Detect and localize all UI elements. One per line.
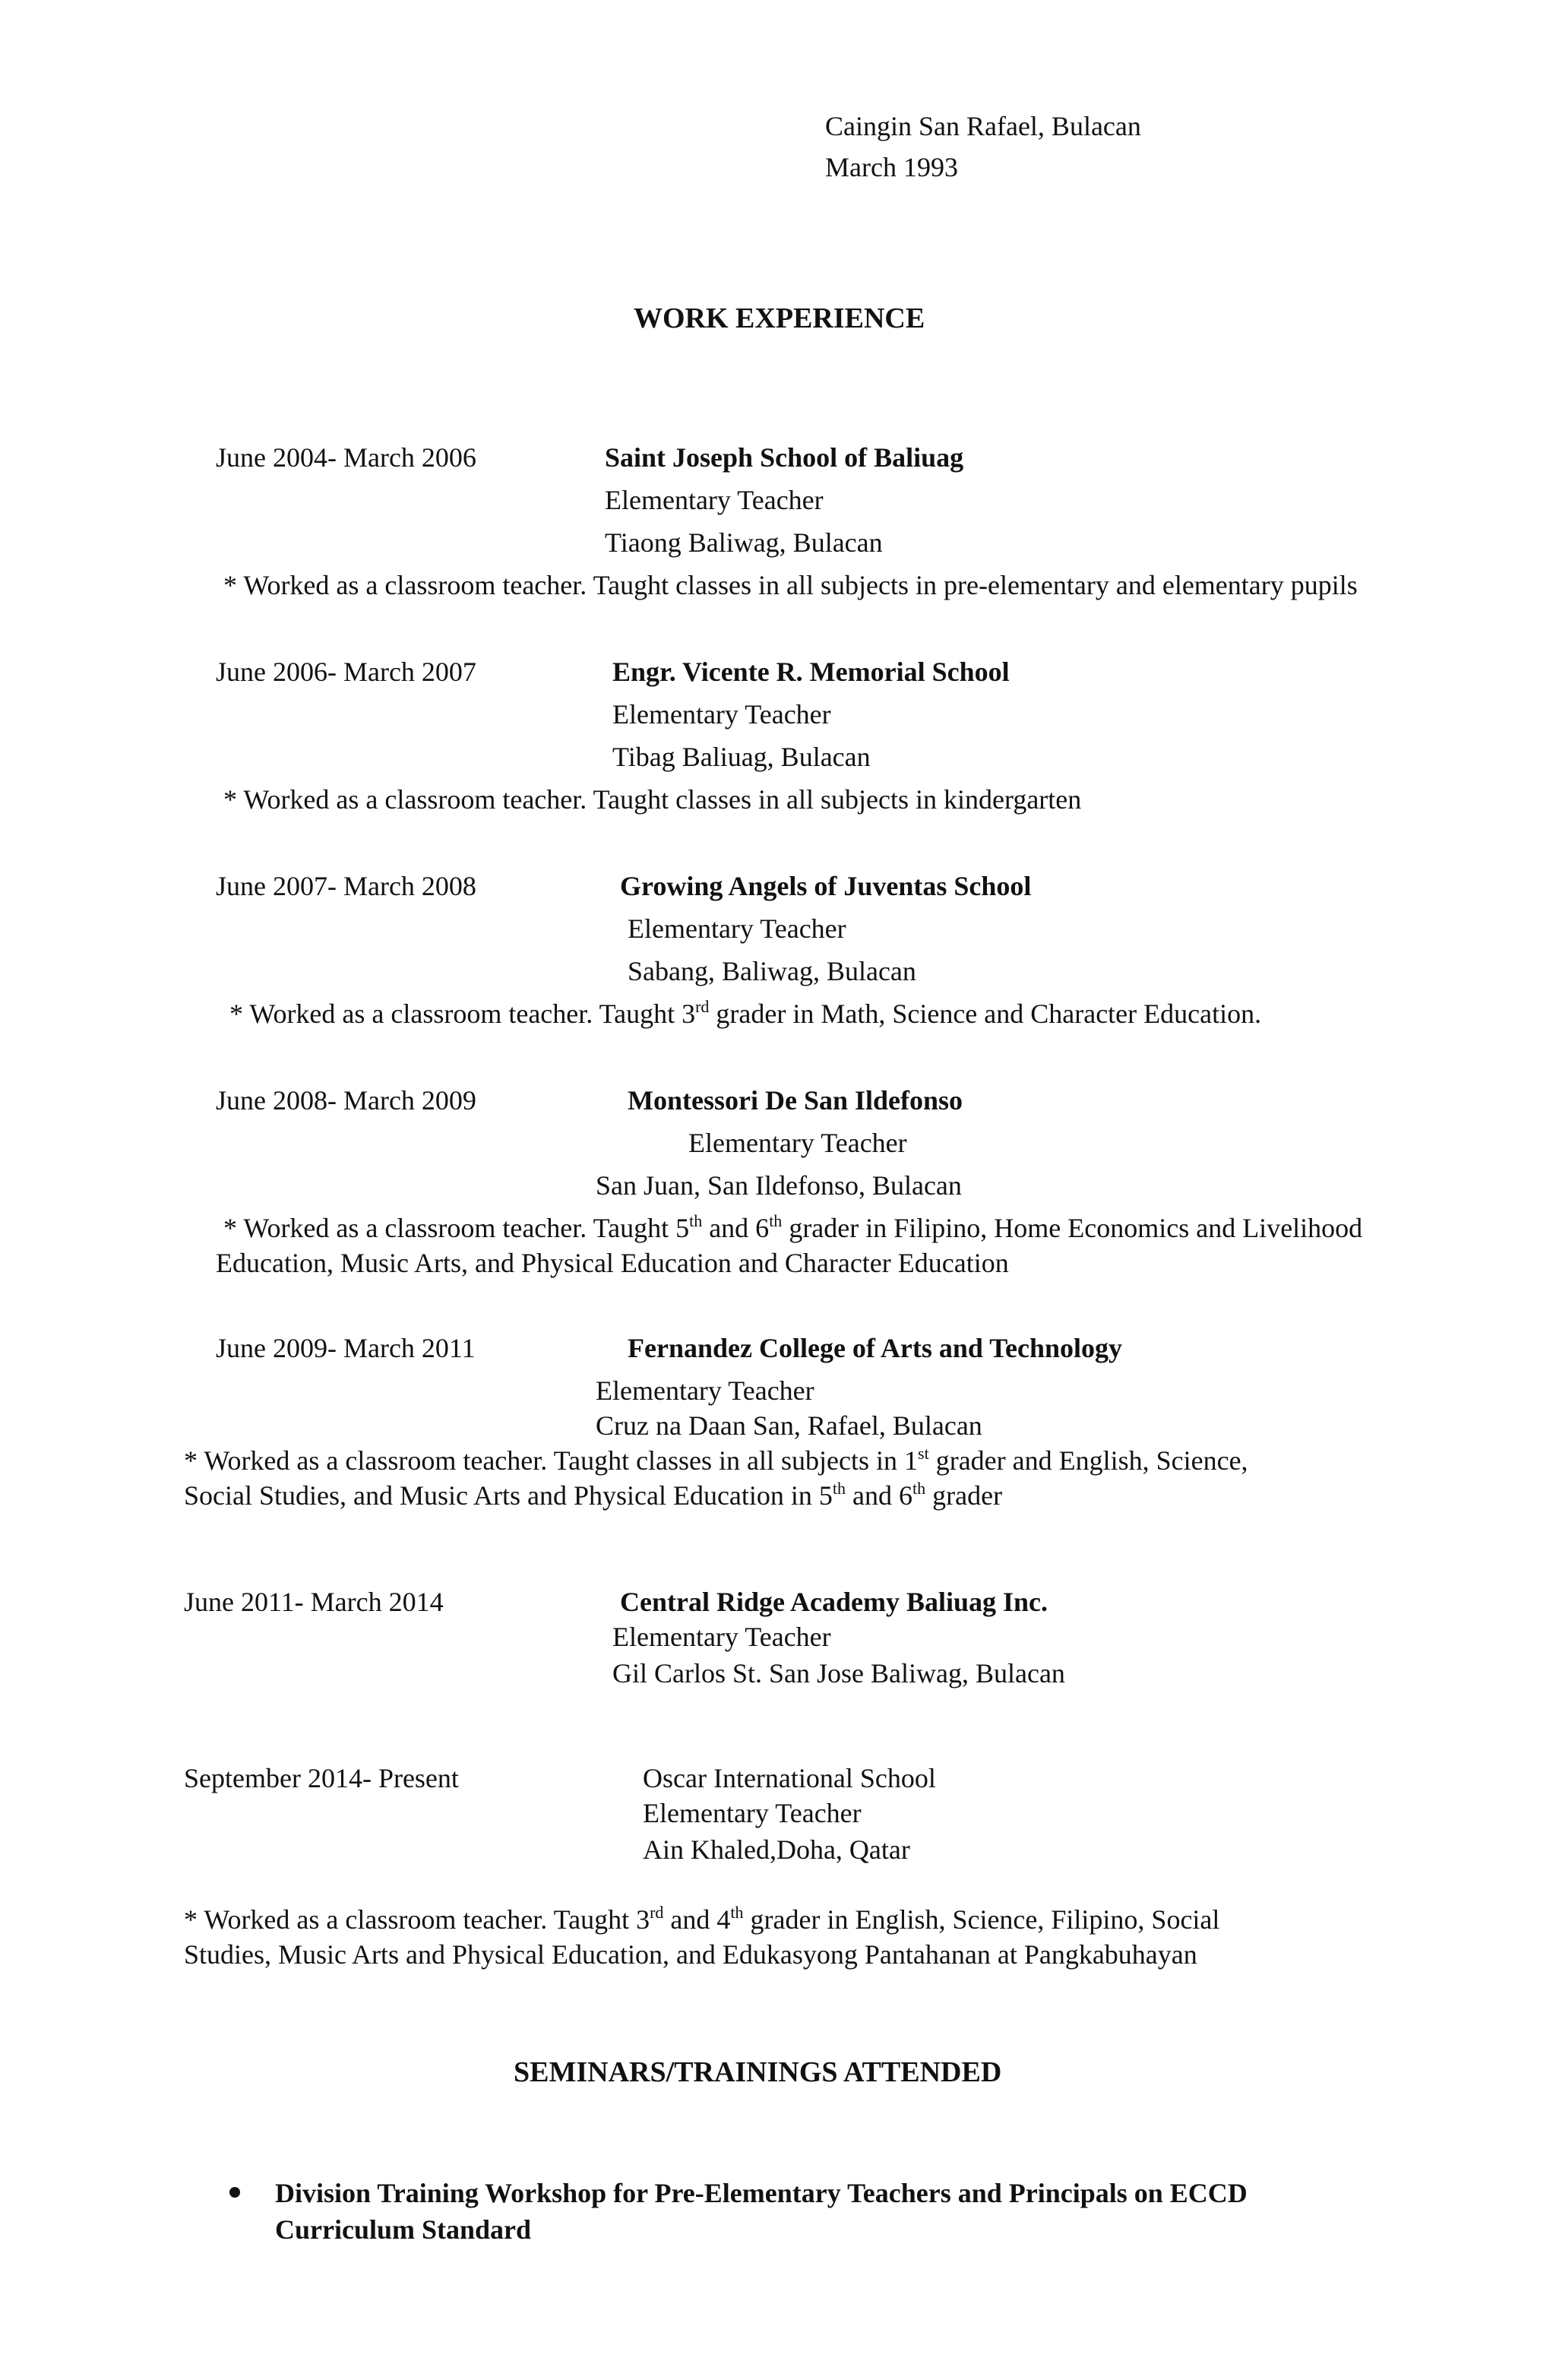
job-location: Cruz na Daan San, Rafael, Bulacan xyxy=(596,1410,982,1441)
job-school: Central Ridge Academy Baliuag Inc. xyxy=(620,1587,1048,1617)
job-description: * Worked as a classroom teacher. Taught 3rd and 4th grader in English, Science, Filipino, Social xyxy=(184,1903,1220,1935)
job-location: Tiaong Baliwag, Bulacan xyxy=(605,527,883,558)
job-position: Elementary Teacher xyxy=(596,1375,814,1406)
job-location: Tibag Baliuag, Bulacan xyxy=(612,742,871,772)
job-description: * Worked as a classroom teacher. Taught classes in all subjects in kindergarten xyxy=(223,784,1082,815)
job-position: Elementary Teacher xyxy=(628,913,846,944)
job-description: * Worked as a classroom teacher. Taught 3rd grader in Math, Science and Character Education. xyxy=(229,997,1262,1029)
job-school: Engr. Vicente R. Memorial School xyxy=(612,657,1010,687)
job-position: Elementary Teacher xyxy=(643,1798,862,1828)
job-description: * Worked as a classroom teacher. Taught classes in all subjects in 1st grader and English, Science, xyxy=(184,1444,1248,1476)
job-period: June 2008- March 2009 xyxy=(216,1085,476,1116)
job-description-line2: Social Studies, and Music Arts and Physical Education in 5th and 6th grader xyxy=(184,1479,1003,1511)
job-school: Oscar International School xyxy=(643,1763,936,1793)
job-school: Fernandez College of Arts and Technology xyxy=(628,1333,1123,1363)
job-location: Ain Khaled,Doha, Qatar xyxy=(643,1834,910,1865)
job-description-line2: Studies, Music Arts and Physical Education, and Edukasyong Pantahanan at Pangkabuhayan xyxy=(184,1939,1197,1970)
job-school: Saint Joseph School of Baliuag xyxy=(605,442,964,473)
job-period: June 2004- March 2006 xyxy=(216,442,476,473)
job-position: Elementary Teacher xyxy=(612,1622,831,1652)
section-heading-work-experience: WORK EXPERIENCE xyxy=(634,302,925,334)
date: March 1993 xyxy=(825,152,958,182)
job-location: San Juan, San Ildefonso, Bulacan xyxy=(596,1170,962,1201)
job-location: Sabang, Baliwag, Bulacan xyxy=(628,956,916,986)
job-period: June 2009- March 2011 xyxy=(216,1333,476,1363)
job-description: * Worked as a classroom teacher. Taught 5th and 6th grader in Filipino, Home Economics and Livelihood xyxy=(223,1211,1363,1243)
section-heading-seminars: SEMINARS/TRAININGS ATTENDED xyxy=(514,2056,1002,2088)
job-period: September 2014- Present xyxy=(184,1763,459,1793)
job-position: Elementary Teacher xyxy=(605,485,824,515)
address: Caingin San Rafael, Bulacan xyxy=(825,111,1141,141)
seminar-item: Division Training Workshop for Pre-Elementary Teachers and Principals on ECCD xyxy=(275,2178,1248,2208)
job-period: June 2011- March 2014 xyxy=(184,1587,444,1617)
bullet-icon xyxy=(229,2187,240,2198)
job-description: * Worked as a classroom teacher. Taught classes in all subjects in pre-elementary and elementary pupils xyxy=(223,570,1358,600)
job-period: June 2007- March 2008 xyxy=(216,871,476,901)
job-description-line2: Education, Music Arts, and Physical Education and Character Education xyxy=(216,1248,1009,1278)
job-school: Growing Angels of Juventas School xyxy=(620,871,1032,901)
job-period: June 2006- March 2007 xyxy=(216,657,476,687)
job-position: Elementary Teacher xyxy=(688,1128,907,1158)
job-location: Gil Carlos St. San Jose Baliwag, Bulacan xyxy=(612,1658,1065,1688)
job-school: Montessori De San Ildefonso xyxy=(628,1085,963,1116)
job-position: Elementary Teacher xyxy=(612,699,831,730)
seminar-item-line2: Curriculum Standard xyxy=(275,2214,532,2245)
